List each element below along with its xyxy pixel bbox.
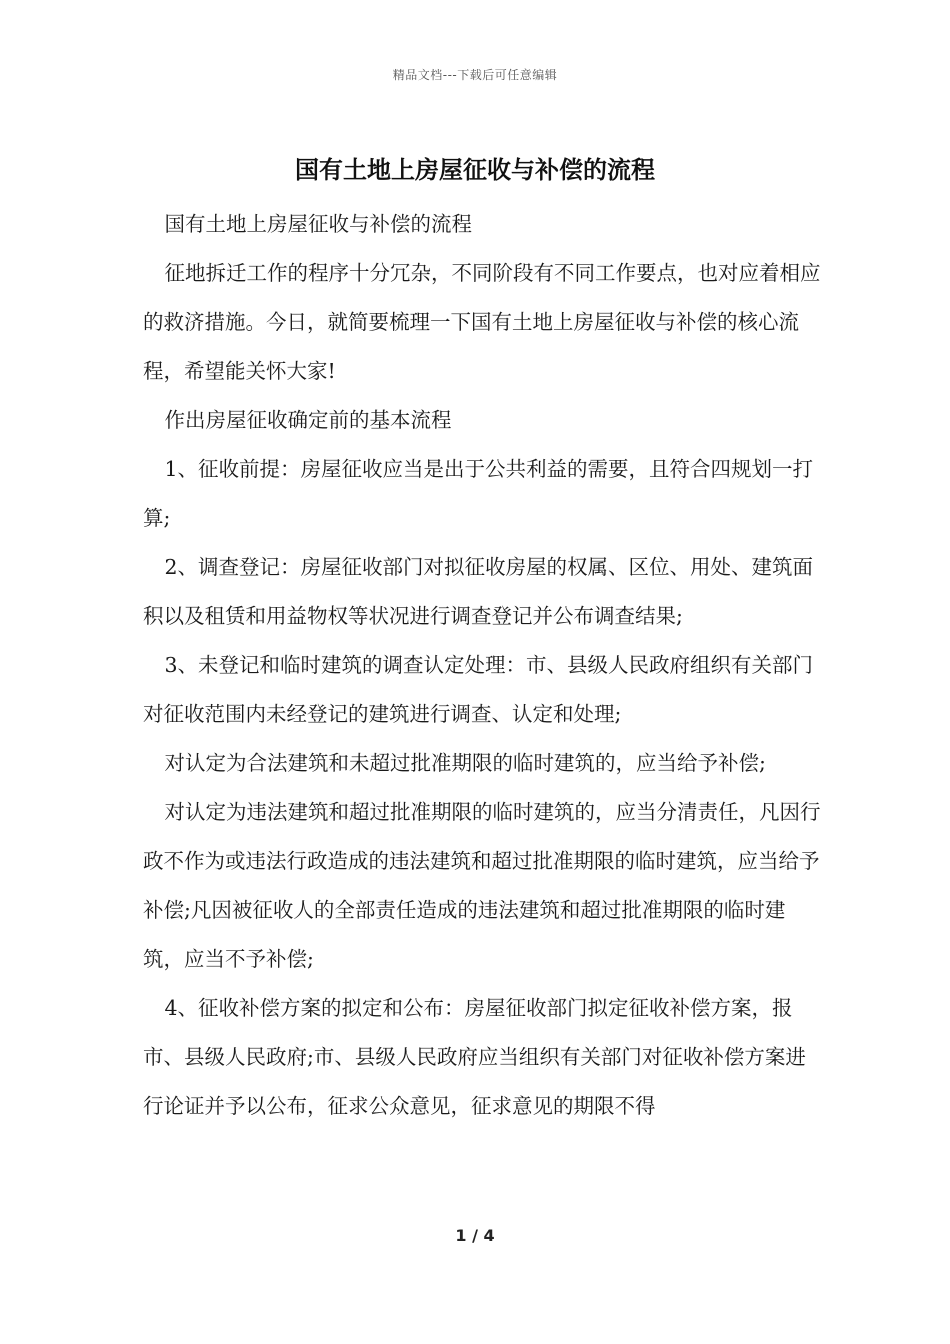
paragraph-intro: 征地拆迁工作的程序十分冗杂，不同阶段有不同工作要点，也对应着相应的救济措施。今日，就简要梳理一下国有土地上房屋征收与补偿的核心流程，希望能关怀大家! [143,261,821,383]
paragraph-subtitle: 国有土地上房屋征收与补偿的流程 [164,212,473,236]
paragraph-illegal-building: 对认定为违法建筑和超过批准期限的临时建筑的，应当分清责任，凡因行政不作为或违法行政造成的违法建筑和超过批准期限的临时建筑，应当给予补偿;凡因被征收人的全部责任造成的违法建筑和超过批准期限的临时建筑，应当不予补偿; [143,800,821,971]
page-number: 1 / 4 [455,1226,495,1245]
page-header: 精品文档---下载后可任意编辑 [392,68,558,82]
paragraph-step-2: 2、调查登记：房屋征收部门对拟征收房屋的权属、区位、用处、建筑面积以及租赁和用益物权等状况进行调查登记并公布调查结果; [143,555,814,628]
paragraph-step-4: 4、征收补偿方案的拟定和公布：房屋征收部门拟定征收补偿方案，报市、县级人民政府;市、县级人民政府应当组织有关部门对征收补偿方案进行论证并予以公布，征求公众意见，征求意见的期限不得 [143,996,806,1118]
paragraph-step-1: 1、征收前提：房屋征收应当是出于公共利益的需要，且符合四规划一打算; [143,457,814,530]
paragraph-step-3: 3、未登记和临时建筑的调查认定处理：市、县级人民政府组织有关部门对征收范围内未经登记的建筑进行调查、认定和处理; [143,653,814,726]
paragraph-legal-building: 对认定为合法建筑和未超过批准期限的临时建筑的，应当给予补偿; [164,751,766,775]
document-title: 国有土地上房屋征收与补偿的流程 [295,156,655,184]
paragraph-section-heading: 作出房屋征收确定前的基本流程 [164,408,452,432]
document-body [143,200,823,1131]
